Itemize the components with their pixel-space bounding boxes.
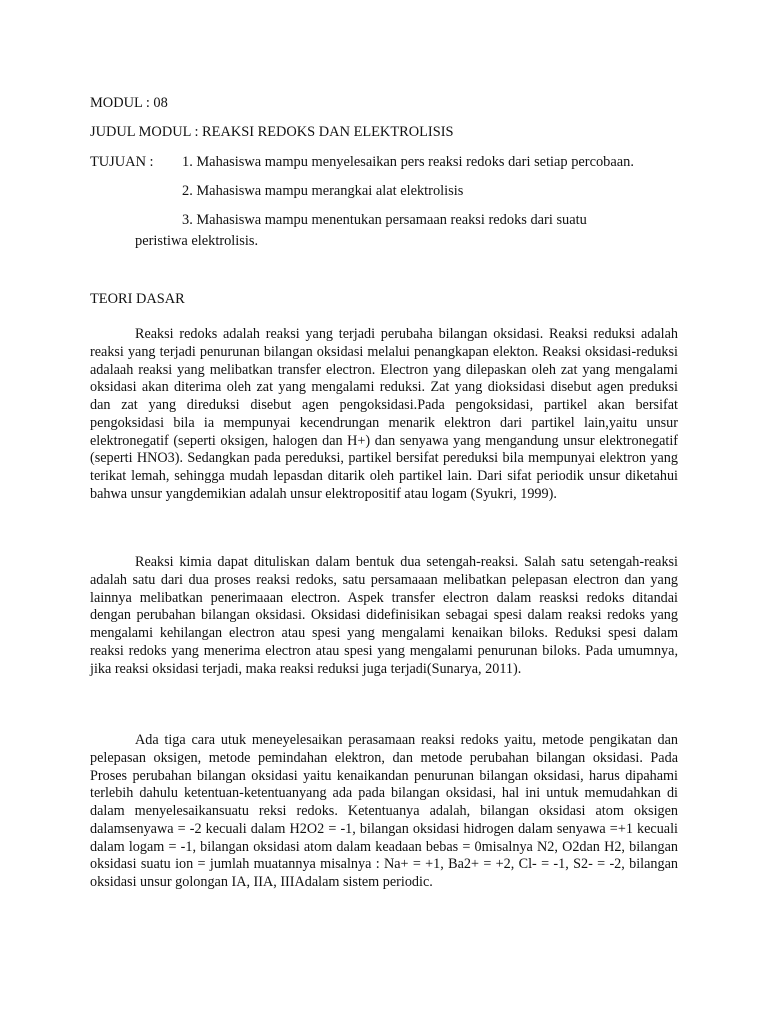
objective-item: 3. Mahasiswa mampu menentukan persamaan reaksi redoks dari suatu bbox=[182, 212, 587, 228]
module-number: MODUL : 08 bbox=[90, 95, 168, 111]
section-heading: TEORI DASAR bbox=[90, 291, 185, 307]
body-paragraph: Reaksi kimia dapat dituliskan dalam bentuk dua setengah-reaksi. Salah satu setengah-reaksi adalah satu dari dua proses reaksi redoks, satu persamaaan melibatkan pelepasan electron dan yang lainnya melibatkan penerimaaan electron. Aspek transfer electron dalam reasksi redoks ditandai dengan perubahan bilangan oksidasi. Oksidasi didefinisikan sebagai spesi dalam reaksi redoks yang mengalami kehilangan electron atau spesi yang mengalami kenaikan biloks. Reduksi spesi dalam reaksi redoks yang menerima electron atau spesi yang mengalami penurunan biloks. Pada umumnya, jika reaksi oksidasi terjadi, maka reaksi reduksi juga terjadi(Sunarya, 2011). bbox=[90, 554, 678, 677]
objectives-label: TUJUAN : bbox=[90, 154, 154, 170]
objective-item-continuation: peristiwa elektrolisis. bbox=[135, 233, 259, 249]
body-paragraph: Ada tiga cara utuk meneyelesaikan perasamaan reaksi redoks yaitu, metode pengikatan dan pelepasan oksigen, metode pemindahan elektron, dan metode perubahan bilangan oksidasi. Pada Proses perubahan bilangan oksidasi yaitu kenaikandan penurunan bilangan oksidasi, harus dipahami terlebih dahulu ketentuan-ketentuanyang ada pada bilangan oksidasi, hal ini untuk memudahkan di dalam menyelesaikansuatu reksi redoks. Ketentuanya adalah, bilangan oksidasi atom oksigen dalamsenyawa = -2 kecuali dalam H2O2 = -1, bilangan oksidasi hidrogen dalam senyawa =+1 kecuali dalam logam = -1, bilangan oksidasi atom dalam keadaan bebas = 0misalnya N2, O2dan H2, bilangan oksidasi suatu ion = jumlah muatannya misalnya : Na+ = +1, Ba2+ = +2, Cl- = -1, S2- = -2, bilangan oksidasi unsur golongan IA, IIA, IIIAdalam sistem periodic. bbox=[90, 732, 678, 890]
module-title: JUDUL MODUL : REAKSI REDOKS DAN ELEKTROLISIS bbox=[90, 124, 454, 140]
body-paragraph: Reaksi redoks adalah reaksi yang terjadi perubaha bilangan oksidasi. Reaksi reduksi adalah reaksi yang terjadi penurunan bilangan oksidasi melalui penangkapan elekton. Reaksi oksidasi-reduksi adalaah reaksi yang melibatkan transfer electron. Electron yang dilepaskan oleh zat yang mengalami oksidasi akan diterima oleh zat yang mengalami reduksi. Zat yang dioksidasi disebut agen preduksi dan zat yang direduksi disebut agen pengoksidasi.Pada pengoksidasi, partikel akan bersifat pengoksidasi bila ia mempunyai kecendrungan menarik elektron dari partikel lain,yaitu unsur elektronegatif (seperti oksigen, halogen dan H+) dan senyawa yang mengandung unsur elektronegatif (seperti HNO3). Sedangkan pada pereduksi, partikel bersifat pereduksi bila mempunyai elektron yang terikat lemah, sehingga mudah lepasdan ditarik oleh partikel lain. Dari sifat periodik unsur diketahui bahwa unsur yangdemikian adalah unsur elektropositif atau logam (Syukri, 1999). bbox=[90, 326, 678, 502]
objective-item: 1. Mahasiswa mampu menyelesaikan pers reaksi redoks dari setiap percobaan. bbox=[182, 154, 634, 170]
objective-item: 2. Mahasiswa mampu merangkai alat elektrolisis bbox=[182, 183, 464, 199]
